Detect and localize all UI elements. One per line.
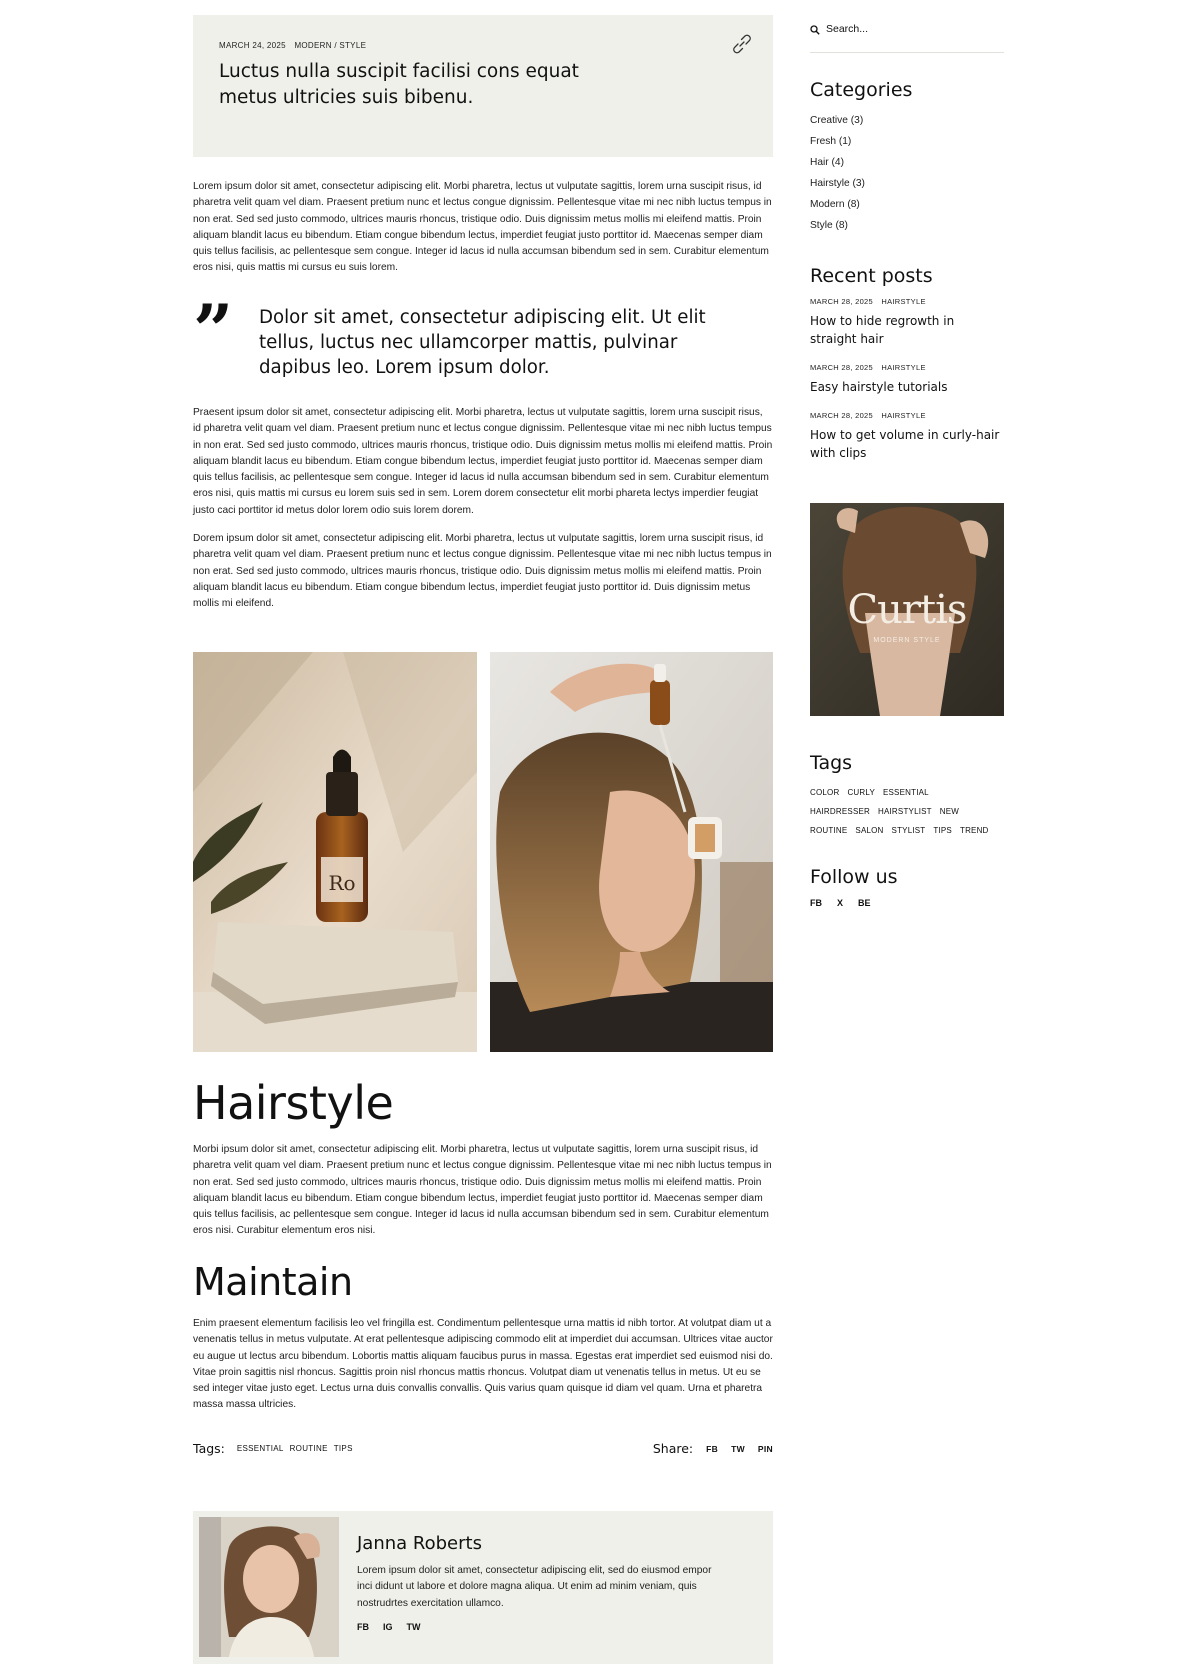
recent-post-title[interactable]: How to get volume in curly-hair with clips: [810, 428, 1000, 460]
recent-post-category[interactable]: HAIRSTYLE: [881, 411, 926, 420]
post-meta: [219, 41, 747, 50]
tag-link[interactable]: COLOR: [810, 788, 840, 797]
body-paragraph-4: Morbi ipsum dolor sit amet, consectetur adipiscing elit. Morbi pharetra, lectus ut vulputate sagittis, lorem urna suscipit risus, id pharetra velit quam vel diam. Praesent pretium nunc et lectus congue dignissim. Pellentesque vitae mi nec nibh luctus tempus in non erat. Sed sed justo commodo, ultrices mauris rhoncus, tristique odio. Duis dignissim metus mollis mi eleifend mattis. Proin aliquam blandit lacus eu bibendum. Etiam congue bibendum lectus, imperdiet feugiat justo porttitor id. Maecenas semper diam quis tellus facilisis, ac pellentesque sem congue. Integer id lacus id nulla accumsan bibendum sed in sem. Curabitur elementum eros nisi. Curabitur elementum eros nisi.: [193, 1144, 772, 1237]
body-paragraph-2: Praesent ipsum dolor sit amet, consectetur adipiscing elit. Morbi pharetra, lectus ut vulputate sagittis, lorem urna suscipit risus, id pharetra velit quam vel diam. Praesent pretium nunc et lectus congue dignissim. Pellentesque vitae mi nec nibh luctus tempus in non erat. Sed sed justo commodo, ultrices mauris rhoncus, tristique odio. Duis dignissim metus mollis mi eleifend mattis. Proin aliquam blandit lacus eu bibendum. Etiam congue bibendum lectus, imperdiet feugiat justo porttitor id. Maecenas semper diam quis tellus facilisis, ac pellentesque sem congue. Integer id lacus id nulla accumsan bibendum sed in sem. Curabitur elementum eros nisi, quis mattis mi cursus eu lorem suis sed in sem. Lorem dorem consectetur elit morbi phareta lectys imperdier feugiat justo caci porttitor id metus dolor lorem odio suis lorem dorem.: [193, 407, 773, 516]
post-tag-link[interactable]: ROUTINE: [289, 1444, 328, 1453]
author-facebook-link[interactable]: FB: [357, 1622, 369, 1632]
tag-link[interactable]: SALON: [855, 826, 884, 835]
heading-maintain: Maintain: [193, 1260, 353, 1304]
category-link[interactable]: Style (8): [810, 220, 848, 231]
promo-logo: Curtis: [847, 587, 967, 633]
search-form[interactable]: [810, 23, 1004, 53]
author-box: [193, 1511, 773, 1664]
post-tag-link[interactable]: TIPS: [333, 1444, 353, 1453]
category-link[interactable]: Fresh (1): [810, 136, 852, 147]
heading-hairstyle: Hairstyle: [193, 1076, 394, 1130]
tags-title: Tags: [810, 752, 853, 774]
recent-post-item: [810, 411, 1004, 462]
post-footer-row: [193, 1441, 773, 1461]
post-date: MARCH 24, 2025: [219, 41, 286, 50]
categories-list: [810, 110, 865, 236]
tag-link[interactable]: STYLIST: [891, 826, 926, 835]
follow-facebook-link[interactable]: FB: [810, 898, 822, 908]
category-link[interactable]: Modern (8): [810, 199, 860, 210]
recent-post-date: MARCH 28, 2025: [810, 363, 873, 372]
follow-us-title: Follow us: [810, 866, 898, 888]
recent-post-category[interactable]: HAIRSTYLE: [881, 297, 926, 306]
recent-post-date: MARCH 28, 2025: [810, 297, 873, 306]
tag-link[interactable]: HAIRDRESSER: [810, 807, 870, 816]
share-facebook-link[interactable]: FB: [706, 1443, 719, 1454]
main-content: [193, 15, 773, 1632]
post-share: [653, 1441, 773, 1456]
category-link[interactable]: Creative (3): [810, 115, 864, 126]
post-tag-link[interactable]: ESSENTIAL: [236, 1444, 284, 1453]
recent-post-category[interactable]: HAIRSTYLE: [881, 363, 926, 372]
share-twitter-link[interactable]: TW: [731, 1443, 745, 1454]
author-twitter-link[interactable]: TW: [406, 1622, 421, 1632]
author-bio: Lorem ipsum dolor sit amet, consectetur adipiscing elit, sed do eiusmod empor inci didunt ut labore et dolore magna aliqua. Ut enim ad minim veniam, quis nostrudrtes exercitation ullamco.: [357, 1565, 712, 1609]
body-paragraph-5: Enim praesent elementum facilisis leo vel fringilla est. Condimentum pellentesque urna mattis id nibh tortor. At volutpat diam ut a venenatis tellus in metus vulputate. At erat pellentesque adipiscing commodo elit at imperdiet dui accumsan. Ultrices vitae auctor eu augue ut lectus arcu bibendum. Lobortis mattis aliquam faucibus purus in massa. Egestas erat imperdiet sed euismod nisi do. Vitae proin sagittis nisl rhoncus. Sagittis proin nisl rhoncus mattis rhoncus. Volutpat diam ut venenatis tellus in metus. Ut eu se sed integer vitae justo eget. Lectus urna duis convallis convallis. Quis varius quam quisque id diam vel quam. Urna et pharetra massa massa ultricies.: [193, 1318, 773, 1411]
recent-post-title[interactable]: Easy hairstyle tutorials: [810, 380, 948, 394]
author-name[interactable]: Janna Roberts: [357, 1533, 482, 1554]
category-link[interactable]: Hair (4): [810, 157, 844, 168]
recent-post-date: MARCH 28, 2025: [810, 411, 873, 420]
recent-post-item: [810, 363, 1004, 396]
recent-post-title[interactable]: How to hide regrowth in straight hair: [810, 314, 955, 346]
follow-links: [810, 898, 886, 908]
body-paragraph-3: Dorem ipsum dolor sit amet, consectetur adipiscing elit. Morbi pharetra, lectus ut vulputate sagittis, lorem urna suscipit risus, id pharetra velit quam vel diam. Praesent pretium nunc et lectus congue dignissim. Pellentesque vitae mi nec nibh luctus tempus in non erat. Sed sed justo commodo, ultrices mauris rhoncus, tristique odio. Duis dignissim metus mollis mi eleifend mattis. Proin aliquam blandit lacus eu bibendum. Etiam congue bibendum lectus, imperdiet feugiat justo porttitor id. Duis dignissim metus mollis mi eleifend.: [193, 533, 772, 610]
svg-text:Ro: Ro: [328, 871, 356, 895]
tag-link[interactable]: ROUTINE: [810, 826, 848, 835]
tags-label: Tags:: [193, 1441, 225, 1456]
woman-applying-serum-image: [490, 652, 773, 1052]
post-tags: [193, 1441, 353, 1456]
follow-x-link[interactable]: X: [837, 898, 844, 908]
search-icon[interactable]: [810, 25, 820, 35]
link-icon[interactable]: [729, 31, 755, 57]
tag-link[interactable]: TREND: [959, 826, 989, 835]
recent-post-item: [810, 297, 1004, 348]
quote-icon: ”: [193, 289, 234, 372]
promo-subtitle: MODERN STYLE: [873, 637, 941, 644]
search-input[interactable]: [826, 23, 996, 35]
author-avatar: [199, 1517, 339, 1657]
author-instagram-link[interactable]: IG: [383, 1622, 393, 1632]
follow-behance-link[interactable]: BE: [858, 898, 871, 908]
category-link[interactable]: Hairstyle (3): [810, 178, 865, 189]
post-title[interactable]: Luctus nulla suscipit facilisi cons equat metus ultricies suis bibenu.: [219, 61, 579, 108]
tag-cloud: [810, 783, 1004, 840]
tag-link[interactable]: HAIRSTYLIST: [878, 807, 932, 816]
categories-title: Categories: [810, 79, 913, 101]
recent-post-meta: [810, 411, 1004, 420]
post-categories[interactable]: MODERN / STYLE: [294, 41, 367, 50]
promo-banner[interactable]: [810, 503, 1004, 716]
share-label: Share:: [652, 1441, 694, 1456]
serum-bottle-image: [193, 652, 477, 1052]
recent-posts-title: Recent posts: [810, 265, 933, 287]
quote-text: Dolor sit amet, consectetur adipiscing elit. Ut elit tellus, luctus nec ullamcorper mattis, pulvinar dapibus leo. Lorem ipsum dolor.: [259, 307, 706, 378]
link-post-box[interactable]: [193, 15, 773, 157]
tag-link[interactable]: CURLY: [847, 788, 875, 797]
recent-post-meta: [810, 297, 1004, 306]
body-paragraph-1: Lorem ipsum dolor sit amet, consectetur adipiscing elit. Morbi pharetra, lectus ut vulputate sagittis, lorem urna suscipit risus, id pharetra velit quam vel diam. Praesent pretium nunc et lectus congue dignissim. Pellentesque vitae mi nec nibh luctus tempus in non erat. Sed sed justo commodo, ultrices mauris rhoncus, tristique odio. Duis dignissim metus mollis mi eleifend mattis. Proin aliquam blandit lacus eu bibendum. Etiam congue bibendum lectus, imperdiet feugiat justo porttitor id. Maecenas semper diam quis tellus facilisis, ac pellentesque sem congue. Integer id lacus id nulla accumsan bibendum sed in sem. Curabitur elementum eros nisi, quis mattis mi cursus eu suis lorem.: [193, 181, 772, 274]
tag-link[interactable]: NEW: [939, 807, 960, 816]
share-pinterest-link[interactable]: PIN: [757, 1443, 773, 1454]
recent-post-meta: [810, 363, 1004, 372]
author-social-links: [357, 1622, 435, 1632]
tag-link[interactable]: TIPS: [933, 826, 952, 835]
tag-link[interactable]: ESSENTIAL: [882, 788, 929, 797]
